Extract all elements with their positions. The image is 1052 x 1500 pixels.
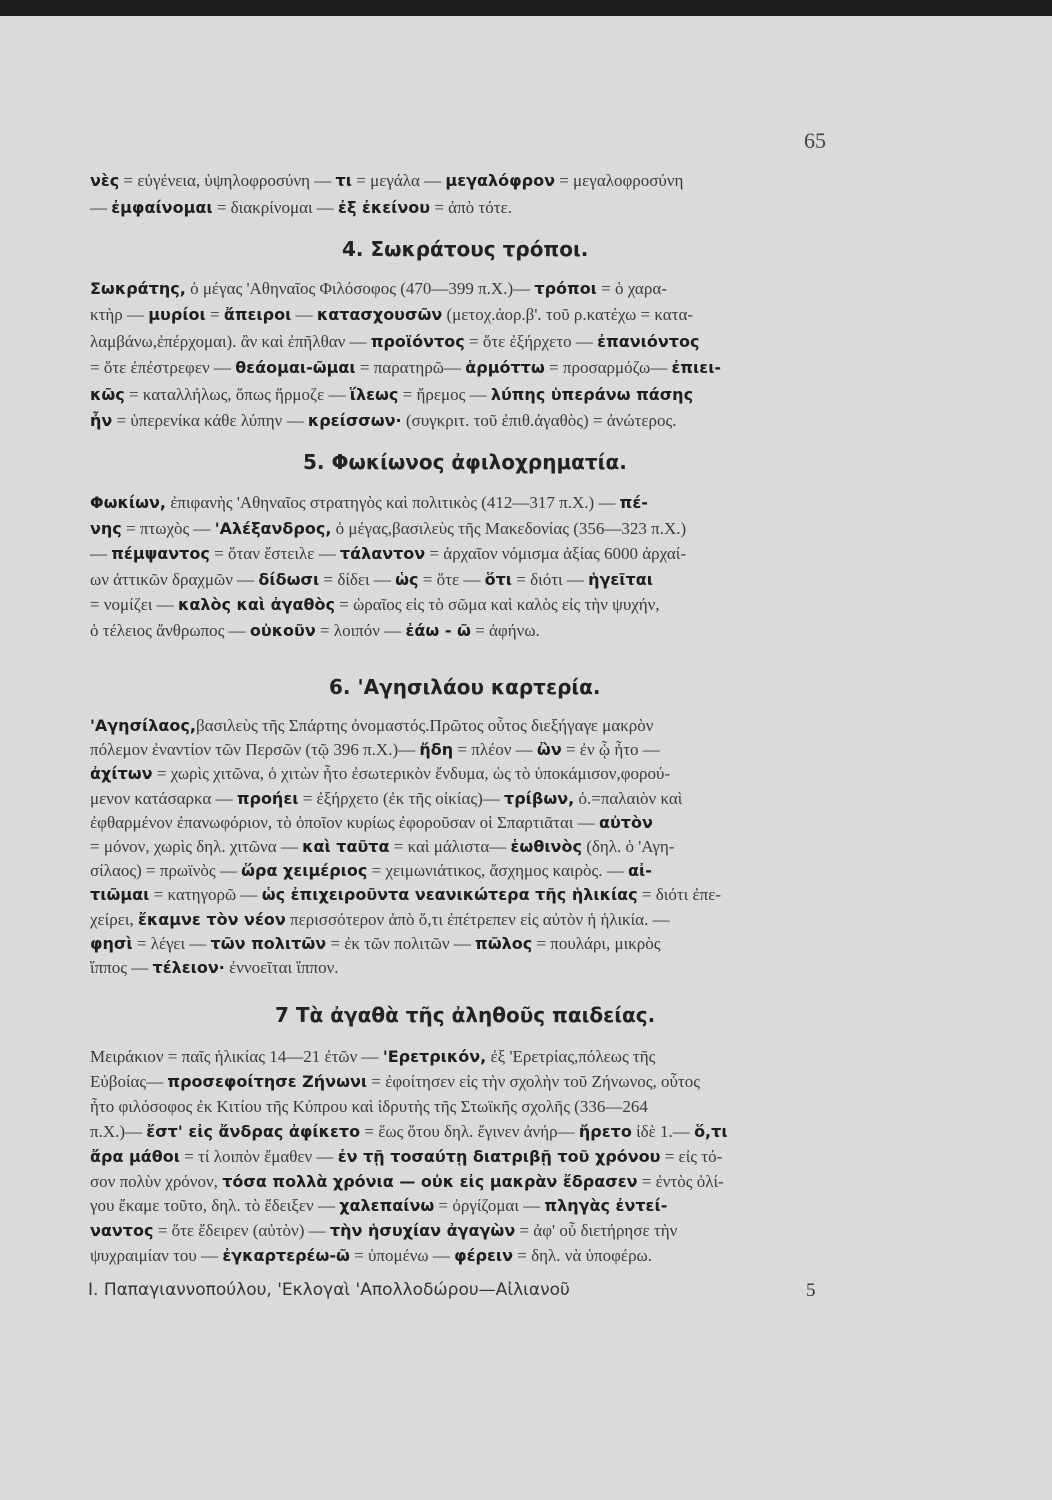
glossed-term: χαλεπαίνω bbox=[339, 1196, 435, 1215]
glossed-term: τέλειον· bbox=[152, 958, 225, 977]
section-6-line bbox=[90, 836, 674, 858]
gloss-text: ἰδὲ 1.— bbox=[631, 1122, 695, 1141]
gloss-text: = ἐξήρχετο (ἐκ τῆς οἰκίας)— bbox=[298, 789, 504, 808]
gloss-text: = ἐντὸς ὀλί- bbox=[637, 1172, 724, 1191]
glossed-term: τόσα πολλὰ χρόνια — οὐκ εἰς μακρὰν ἔδρασεν bbox=[222, 1172, 638, 1191]
gloss-text: πόλεμον ἐναντίον τῶν Περσῶν (τῷ 396 π.Χ.)— bbox=[90, 740, 420, 759]
gloss-text: Εὐβοίας— bbox=[90, 1072, 168, 1091]
gloss-text: = προσαρμόζω— bbox=[544, 358, 672, 377]
glossed-term: τιῶμαι bbox=[90, 885, 150, 904]
gloss-text: = καὶ μάλιστα— bbox=[389, 837, 511, 856]
gloss-text: = ὑπερενίκα κάθε λύπην — bbox=[112, 411, 308, 430]
glossed-term: ἵλεως bbox=[349, 385, 399, 404]
section-heading-5: 5. Φωκίωνος ἀφιλοχρηματία. bbox=[303, 450, 627, 474]
glossed-term: προϊόντος bbox=[370, 332, 465, 351]
section-7-line bbox=[90, 1220, 677, 1242]
glossed-term: 'Αγησίλαος, bbox=[90, 716, 196, 735]
gloss-text: = παρατηρῶ— bbox=[355, 358, 466, 377]
section-7-line bbox=[90, 1146, 722, 1168]
section-4-line bbox=[90, 410, 676, 432]
section-7-line bbox=[90, 1121, 728, 1143]
section-6-line bbox=[90, 715, 653, 737]
gloss-text: ἐξ 'Ερετρίας,πόλεως τῆς bbox=[486, 1047, 656, 1066]
gloss-text: = ὅτε ἐξήρχετο — bbox=[464, 332, 598, 351]
glossed-term: ἡγεῖται bbox=[588, 570, 653, 589]
section-5-line bbox=[90, 620, 540, 642]
section-5-line bbox=[90, 594, 660, 616]
gloss-text: = ἀφ' οὗ διετήρησε τὴν bbox=[515, 1221, 678, 1240]
gloss-text: ἐφθαρμένον ἐπανωφόριον, τὸ ὁποῖον κυρίως ἐφοροῦσαν οἱ Σπαρτιᾶται — bbox=[90, 813, 599, 832]
section-5-line bbox=[90, 518, 686, 540]
gloss-text: = ἐκ τῶν πολιτῶν — bbox=[326, 934, 476, 953]
gloss-text: = νομίζει — bbox=[90, 595, 178, 614]
gloss-text: = πλέον — bbox=[453, 740, 537, 759]
gloss-text: = ὁ χαρα- bbox=[596, 279, 667, 298]
gloss-text: περισσότερον ἀπὸ ὅ,τι ἐπέτρεπεν εἰς αὐτὸν ἡ ἡλικία. — bbox=[285, 910, 670, 929]
gloss-text: = ἕως ὅτου δηλ. ἔγινεν ἀνήρ— bbox=[360, 1122, 579, 1141]
glossed-term: προήει bbox=[236, 789, 299, 808]
section-5-line bbox=[90, 543, 686, 565]
section-4-line bbox=[90, 357, 721, 379]
gloss-text: ὁ τέλειος ἄνθρωπος — bbox=[90, 621, 250, 640]
section-7-line bbox=[90, 1071, 700, 1093]
glossed-term: τρίβων, bbox=[504, 789, 575, 808]
section-6-line bbox=[90, 860, 652, 882]
gloss-text: (μετοχ.ἀορ.β'. τοῦ ρ.κατέχω = κατα- bbox=[442, 305, 694, 324]
glossed-term: νης bbox=[90, 519, 122, 538]
section-6-line bbox=[90, 812, 653, 834]
glossed-term: ὥρα χειμέριος bbox=[241, 861, 368, 880]
glossed-term: ἐπιει- bbox=[671, 358, 722, 377]
gloss-text: = λοιπόν — bbox=[315, 621, 406, 640]
glossed-term: πέμψαντος bbox=[111, 544, 210, 563]
gloss-text: Μειράκιον = παῖς ἡλικίας 14—21 ἐτῶν — bbox=[90, 1047, 383, 1066]
section-7-line bbox=[90, 1245, 652, 1267]
glossed-term: οὐκοῦν bbox=[249, 621, 316, 640]
glossed-term: κῶς bbox=[90, 385, 125, 404]
gloss-text: = ἐφοίτησεν εἰς τὴν σχολὴν τοῦ Ζήνωνος, οὗτος bbox=[367, 1072, 700, 1091]
gloss-text: = χειμωνιάτικος, ἄσχημος καιρὸς. — bbox=[367, 861, 628, 880]
gloss-text: = ὅτε — bbox=[418, 570, 485, 589]
section-4-line bbox=[90, 278, 667, 300]
gloss-text: = ἐν ᾧ ἦτο — bbox=[561, 740, 660, 759]
glossed-term: πέ- bbox=[619, 493, 648, 512]
glossed-term: ὅ,τι bbox=[694, 1122, 728, 1141]
gloss-text: — bbox=[90, 544, 112, 563]
gloss-text: μενον κατάσαρκα — bbox=[90, 789, 237, 808]
footer-signature-number: 5 bbox=[806, 1280, 816, 1301]
section-4-line bbox=[90, 331, 699, 353]
gloss-text: = πτωχὸς — bbox=[121, 519, 215, 538]
glossed-term: ἐγκαρτερέω-ῶ bbox=[222, 1246, 350, 1265]
gloss-text: (δηλ. ὁ 'Αγη- bbox=[581, 837, 675, 856]
glossed-term: ἐξ ἐκείνου bbox=[338, 198, 431, 217]
glossed-term: μυρίοι bbox=[148, 305, 206, 324]
section-5-line bbox=[90, 492, 648, 514]
gloss-text: ὁ μέγας,βασιλεὺς τῆς Μακεδονίας (356—323 π.Χ.) bbox=[331, 519, 687, 538]
gloss-text: ἦτο φιλόσοφος ἐκ Κιτίου τῆς Κύπρου καὶ ἱδρυτὴς τῆς Στωϊκῆς σχολῆς (336—264 bbox=[90, 1097, 648, 1116]
gloss-text: = πουλάρι, μικρὸς bbox=[532, 934, 661, 953]
gloss-text: = εἰς τό- bbox=[660, 1147, 723, 1166]
glossed-term: φησὶ bbox=[90, 934, 133, 953]
gloss-text: = διότι — bbox=[512, 570, 589, 589]
glossed-term: τι bbox=[335, 171, 352, 190]
section-7-line bbox=[90, 1195, 667, 1217]
gloss-text: = ὡραῖος εἰς τὸ σῶμα καὶ καλὸς εἰς τὴν ψυχήν, bbox=[335, 595, 660, 614]
section-7-line bbox=[90, 1046, 655, 1068]
glossed-term: ὡς ἐπιχειροῦντα νεανικώτερα τῆς ἡλικίας bbox=[261, 885, 638, 904]
glossed-term: ἐάω - ῶ bbox=[405, 621, 471, 640]
gloss-text: = μεγάλα — bbox=[352, 171, 446, 190]
glossed-term: λύπης ὑπεράνω πάσης bbox=[490, 385, 694, 404]
glossed-term: αἰ- bbox=[627, 861, 652, 880]
gloss-text: = κατηγορῶ — bbox=[149, 885, 262, 904]
glossed-term: νὲς bbox=[90, 171, 120, 190]
gloss-text: = bbox=[205, 305, 224, 324]
glossed-term: θεάομαι-ῶμαι bbox=[235, 358, 356, 377]
gloss-text: λαμβάνω,ἐπέρχομαι). ἂν καὶ ἐπῆλθαν — bbox=[90, 332, 371, 351]
gloss-text: = ἤρεμος — bbox=[398, 385, 491, 404]
glossed-term: ἐμφαίνομαι bbox=[111, 198, 213, 217]
gloss-text: = μεγαλοφροσύνη bbox=[554, 171, 684, 190]
gloss-text: = δίδει — bbox=[319, 570, 396, 589]
gloss-text: ψυχραιμίαν του — bbox=[90, 1246, 223, 1265]
gloss-text: = ὅταν ἔστειλε — bbox=[209, 544, 340, 563]
glossed-term: κρείσσων· bbox=[307, 411, 402, 430]
glossed-term: ἔστ' εἰς ἄνδρας ἀφίκετο bbox=[146, 1122, 361, 1141]
gloss-text: = χωρὶς χιτῶνα, ὁ χιτὼν ἦτο ἐσωτερικὸν ἔνδυμα, ὡς τὸ ὑποκάμισον,φορού- bbox=[152, 764, 671, 783]
glossed-term: προσεφοίτησε Ζήνωνι bbox=[167, 1072, 368, 1091]
glossed-term: καλὸς καὶ ἀγαθὸς bbox=[177, 595, 336, 614]
glossed-term: αὐτὸν bbox=[598, 813, 653, 832]
gloss-text: = τί λοιπὸν ἔμαθεν — bbox=[180, 1147, 338, 1166]
gloss-text: = δηλ. νὰ ὑποφέρω. bbox=[513, 1246, 652, 1265]
glossed-term: ἐν τῇ τοσαύτῃ διατριβῇ τοῦ χρόνου bbox=[337, 1147, 661, 1166]
gloss-text: ων ἀττικῶν δραχμῶν — bbox=[90, 570, 259, 589]
glossed-term: ναντος bbox=[90, 1221, 154, 1240]
glossed-term: πληγὰς ἐντεί- bbox=[544, 1196, 668, 1215]
glossed-term: τάλαντον bbox=[339, 544, 426, 563]
section-6-line bbox=[90, 763, 670, 785]
gloss-text: σίλαος) = πρωϊνὸς — bbox=[90, 861, 242, 880]
gloss-text: = διακρίνομαι — bbox=[212, 198, 339, 217]
gloss-text: = ὀργίζομαι — bbox=[434, 1196, 545, 1215]
section-5-line bbox=[90, 569, 653, 591]
gloss-text: = ὑπομένω — bbox=[349, 1246, 455, 1265]
gloss-text: ὁ μέγας 'Αθηναῖος Φιλόσοφος (470—399 π.Χ.)— bbox=[185, 279, 535, 298]
gloss-text: = εὐγένεια, ὑψηλοφροσύνη — bbox=[119, 171, 336, 190]
glossed-term: Φωκίων, bbox=[90, 493, 166, 512]
glossed-term: μεγαλόφρον bbox=[445, 171, 555, 190]
glossed-term: τῶν πολιτῶν bbox=[210, 934, 327, 953]
gloss-text: = ὅτε ἐπέστρεφεν — bbox=[90, 358, 236, 377]
section-6-line bbox=[90, 788, 682, 810]
gloss-text: ἐπιφανὴς 'Αθηναῖος στρατηγὸς καὶ πολιτικὸς (412—317 π.Χ.) — bbox=[166, 493, 620, 512]
gloss-text: = ἀπὸ τότε. bbox=[430, 198, 512, 217]
footer-citation: Ι. Παπαγιαννοπούλου, 'Εκλογαὶ 'Απολλοδώρου—Αἰλιανοῦ bbox=[88, 1280, 570, 1300]
glossed-term: κατασχουσῶν bbox=[316, 305, 443, 324]
section-6-line bbox=[90, 909, 670, 931]
gloss-text: = μόνον, χωρὶς δηλ. χιτῶνα — bbox=[90, 837, 303, 856]
glossed-term: ὅτι bbox=[484, 570, 513, 589]
glossed-term: Σωκράτης, bbox=[90, 279, 186, 298]
gloss-text: π.Χ.)— bbox=[90, 1122, 147, 1141]
section-4-line bbox=[90, 384, 693, 406]
gloss-text: = ἀφήνω. bbox=[470, 621, 540, 640]
section-6-line bbox=[90, 933, 660, 955]
glossed-term: ἦν bbox=[90, 411, 113, 430]
glossed-term: ἄπειροι bbox=[223, 305, 292, 324]
gloss-text: = καταλλήλως, ὅπως ἥρμοζε — bbox=[124, 385, 350, 404]
gloss-text: κτὴρ — bbox=[90, 305, 149, 324]
glossed-term: ἄρα μάθοι bbox=[90, 1147, 180, 1166]
gloss-text: — bbox=[90, 198, 112, 217]
glossed-term: ἑωθινὸς bbox=[510, 837, 582, 856]
intro-line bbox=[90, 197, 512, 219]
glossed-term: ὡς bbox=[395, 570, 419, 589]
glossed-term: ἀχίτων bbox=[90, 764, 153, 783]
gloss-text: βασιλεὺς τῆς Σπάρτης ὀνομαστός.Πρῶτος οὗτος διεξήγαγε μακρὸν bbox=[195, 716, 654, 735]
section-6-line bbox=[90, 739, 660, 761]
section-4-line bbox=[90, 304, 693, 326]
gloss-text: χείρει, bbox=[90, 910, 138, 929]
gloss-text: (συγκριτ. τοῦ ἐπιθ.ἀγαθὸς) = ἀνώτερος. bbox=[401, 411, 677, 430]
section-7-line bbox=[90, 1096, 648, 1118]
glossed-term: ὢν bbox=[536, 740, 562, 759]
gloss-text: ἵππος — bbox=[90, 958, 153, 977]
glossed-term: ἤρετο bbox=[578, 1122, 632, 1141]
section-7-line bbox=[90, 1171, 724, 1193]
gloss-text: = ἀρχαῖον νόμισμα ἀξίας 6000 ἀρχαί- bbox=[425, 544, 686, 563]
glossed-term: τρόποι bbox=[534, 279, 597, 298]
gloss-text: = διότι ἐπε- bbox=[637, 885, 722, 904]
section-6-line bbox=[90, 957, 339, 979]
glossed-term: ἤδη bbox=[419, 740, 454, 759]
gloss-text: γου ἔκαμε τοῦτο, δηλ. τὸ ἔδειξεν — bbox=[90, 1196, 340, 1215]
glossed-term: ἐπανιόντος bbox=[597, 332, 700, 351]
glossed-term: φέρειν bbox=[454, 1246, 514, 1265]
glossed-term: 'Αλέξανδρος, bbox=[214, 519, 332, 538]
section-heading-6: 6. 'Αγησιλάου καρτερία. bbox=[329, 675, 601, 699]
gloss-text: ἐννοεῖται ἵππον. bbox=[224, 958, 339, 977]
section-6-line bbox=[90, 884, 721, 906]
gloss-text: = ὅτε ἔδειρεν (αὐτὸν) — bbox=[153, 1221, 330, 1240]
gloss-text: ὁ.=παλαιὸν καὶ bbox=[574, 789, 683, 808]
glossed-term: 'Ερετρικόν, bbox=[382, 1047, 487, 1066]
page-number: 65 bbox=[804, 128, 826, 153]
section-heading-7: 7 Τὰ ἀγαθὰ τῆς ἀληθοῦς παιδείας. bbox=[275, 1003, 656, 1027]
gloss-text: σον πολὺν χρόνον, bbox=[90, 1172, 223, 1191]
glossed-term: τὴν ἡσυχίαν ἀγαγὼν bbox=[329, 1221, 516, 1240]
glossed-term: ἔκαμνε τὸν νέον bbox=[137, 910, 286, 929]
intro-line bbox=[90, 170, 683, 192]
glossed-term: καὶ ταῦτα bbox=[302, 837, 390, 856]
gloss-text: — bbox=[291, 305, 317, 324]
glossed-term: δίδωσι bbox=[258, 570, 320, 589]
section-heading-4: 4. Σωκράτους τρόποι. bbox=[342, 237, 589, 261]
glossed-term: ἁρμόττω bbox=[465, 358, 545, 377]
scan-top-edge bbox=[0, 0, 1052, 16]
gloss-text: = λέγει — bbox=[132, 934, 211, 953]
glossed-term: πῶλος bbox=[475, 934, 533, 953]
